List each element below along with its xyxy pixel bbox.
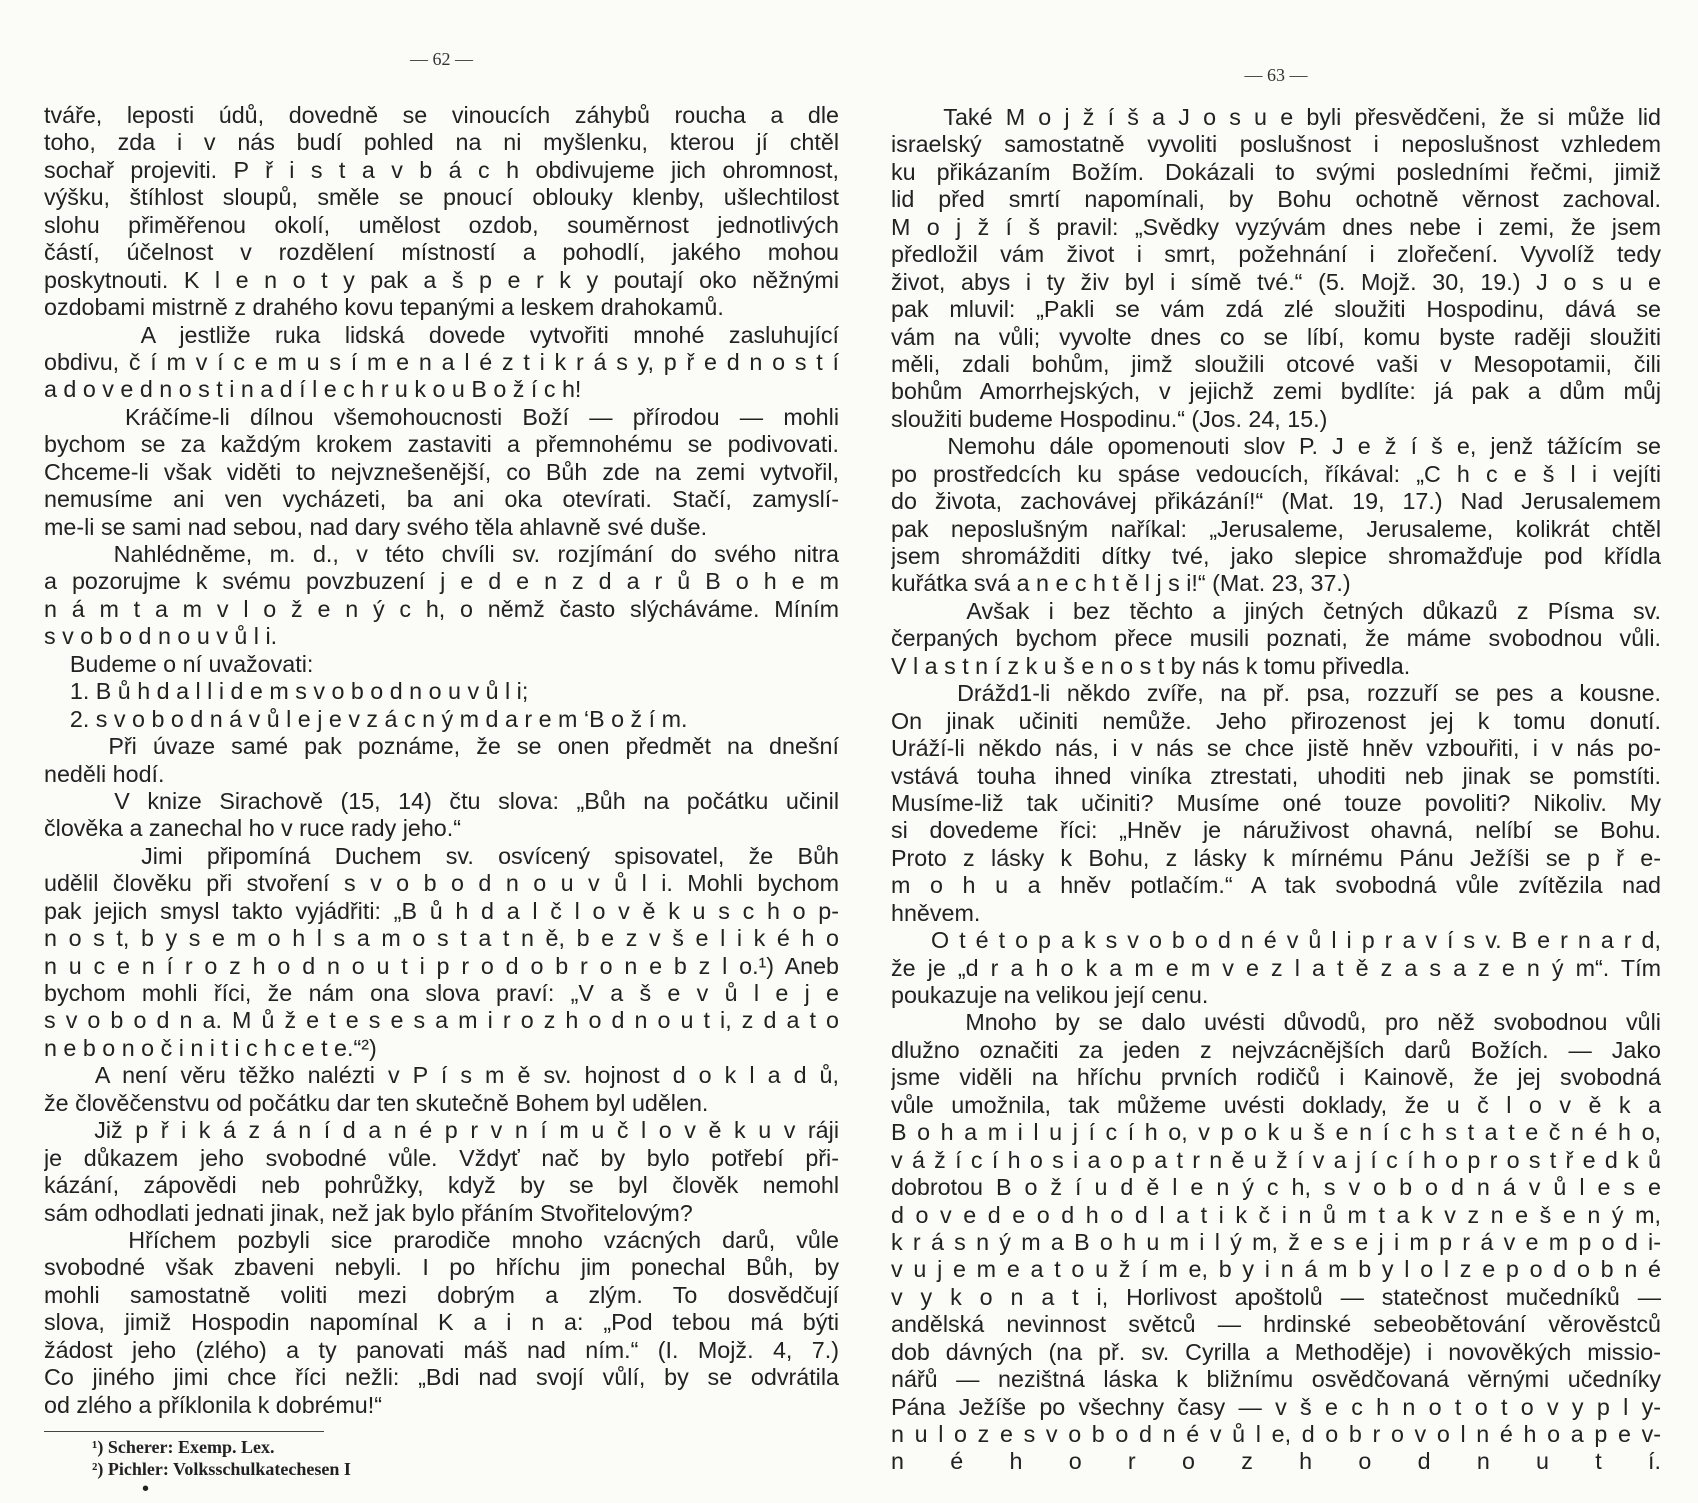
text-line: po prostředcích ku spáse vedoucích, říkával: „C h c e š l i vejíti bbox=[891, 460, 1661, 487]
text-line: B o h a m i l u j í c í h o, v p o k u š e n í c h s t a t e č n é h o, bbox=[891, 1119, 1661, 1146]
text-line: a d o v e d n o s t i n a d í l e c h r u k o u B o ž í c h! bbox=[44, 376, 582, 403]
text-line: d o v e d e o d h o d l a t i k č i n ů m t a k v z n e š e n ý m, bbox=[891, 1201, 1661, 1228]
text-line: Kráčíme-li dílnou všemohoucnosti Boží — přírodou — mohli bbox=[44, 403, 839, 430]
text-line: bychom se za každým krokem zastaviti a přemnohému se podivovati. bbox=[44, 431, 839, 458]
text-line: je důkazem jeho svobodné vůle. Vždyť nač by bylo potřebí při- bbox=[44, 1144, 839, 1171]
text-line: poukazuje na velikou její cenu. bbox=[891, 982, 1209, 1008]
text-line: Také M o j ž í š a J o s u e byli přesvědčeni, že si může lid bbox=[891, 104, 1661, 130]
text-line: sloužiti budeme Hospodinu.“ (Jos. 24, 15.) bbox=[891, 405, 1328, 432]
text-line: jsme viděli na hříchu prvních rodičů i Kainově, že jej svobodná bbox=[891, 1064, 1661, 1091]
text-line: lid před smrtí napomínali, by Bohu ochotně věrnost zachoval. bbox=[891, 186, 1661, 213]
text-line: slohu přiměřenou okolí, umělost ozdob, souměrnost jednotlivých bbox=[44, 211, 839, 238]
text-line: israelský samostatně vyvoliti poslušnost i neposlušnost vzhledem bbox=[891, 131, 1661, 158]
page-number: — 63 — bbox=[1244, 65, 1308, 85]
text-line: ozdobami mistrně z drahého kovu tepanými a leskem drahokamů. bbox=[44, 294, 724, 321]
text-line: dob dávných (na př. sv. Cyrilla a Methoděje) i novověkých missio- bbox=[891, 1338, 1661, 1365]
text-line: člověka a zanechal ho v ruce rady jeho.“ bbox=[44, 815, 461, 842]
text-line: pak mluvil: „Pakli se vám zdá zlé sloužiti Hospodinu, dává se bbox=[891, 296, 1661, 323]
text-line bbox=[891, 1476, 1661, 1503]
text-line: předložil vám život i smrt, požehnání i zlořečení. Vyvolíž tedy bbox=[891, 241, 1661, 268]
text-line: sám odhodlati jednati jinak, než jak bylo přáním Stvořitelovým? bbox=[44, 1199, 693, 1226]
text-line: hněvem. bbox=[891, 899, 981, 926]
text-line: Co jiného jimi chce říci nežli: „Bdi nad svojí vůlí, by se odvrátila bbox=[44, 1364, 839, 1391]
text-line: me-li se sami nad sebou, nad dary svého těla ahlavně své duše. bbox=[44, 513, 708, 540]
text-line: A není věru těžko nalézti v P í s m ě sv. hojnost d o k l a d ů, bbox=[44, 1062, 839, 1089]
text-line: M o j ž í š pravil: „Svědky vyzývám dnes nebe i zemi, že jsem bbox=[891, 213, 1661, 240]
text-line: Uráží-li někdo nás, i v nás se chce jistě hněv vzbouřiti, i v nás po- bbox=[891, 735, 1661, 762]
text-line: Musíme-liž tak učiniti? Musíme oné touze povoliti? Nikoliv. My bbox=[891, 789, 1661, 816]
left-page-text bbox=[44, 102, 839, 1419]
text-line: sochař projeviti. P ř i s t a v b á c h obdivujeme jich ohromnost, bbox=[44, 156, 839, 183]
bullet-mark: • bbox=[142, 1478, 150, 1500]
text-line: tváře, leposti údů, dovedně se vinoucích záhybů roucha a dle bbox=[44, 102, 839, 128]
text-line: Již p ř i k á z á n í d a n é p r v n í m u č l o v ě k u v ráji bbox=[44, 1117, 839, 1144]
text-line: On jinak učiniti nemůže. Jeho přirozenost jej k tomu donutí. bbox=[891, 707, 1661, 734]
text-line: v u j e m e a t o u ž í m e, b y i n á m b y l o l z e p o d o b n é bbox=[891, 1256, 1661, 1283]
footnote: ²) Pichler: Volksschulkatechesen I bbox=[92, 1459, 351, 1479]
text-line: dobrotou B o ž í u d ě l e n ý c h, s v o b o d n á v ů l e s e bbox=[891, 1174, 1661, 1201]
text-line: n á m t a m v l o ž e n ý c h, o němž často slýcháváme. Míním bbox=[44, 595, 839, 622]
text-line: udělil člověku při stvoření s v o b o d n o u v ů l i. Mohli bychom bbox=[44, 870, 839, 897]
text-line: ku přikázaním Božím. Dokázali to svými posledními řečmi, jimiž bbox=[891, 158, 1661, 185]
text-line: od zlého a příklonila k dobrému!“ bbox=[44, 1391, 382, 1418]
text-line: Mnoho by se dalo uvésti důvodů, pro něž svobodnou vůli bbox=[891, 1009, 1661, 1036]
right-page-text bbox=[891, 104, 1661, 1503]
footnote: ¹) Scherer: Exemp. Lex. bbox=[92, 1437, 275, 1457]
right-page bbox=[891, 0, 1661, 1503]
text-line: neděli hodí. bbox=[44, 760, 165, 787]
text-line: nářů — nezištná láska k bližnímu osvědčovaná věrnými učedníky bbox=[891, 1366, 1661, 1393]
text-line: Budeme o ní uvažovati: bbox=[44, 650, 314, 677]
text-line: s v o b o d n a. M ů ž e t e s e s a m i r o z h o d n o u t i, z d a t o bbox=[44, 1007, 839, 1034]
text-line: Chceme-li však viděti to nejvznešenější, co Bůh zde na zemi vytvořil, bbox=[44, 458, 839, 485]
text-line: V knize Sirachově (15, 14) čtu slova: „Bůh na počátku učinil bbox=[44, 787, 839, 814]
page-number: — 62 — bbox=[410, 49, 473, 69]
text-line: žádost jeho (zlého) a ty panovati máš nad ním.“ (I. Mojž. 4, 7.) bbox=[44, 1336, 839, 1363]
text-line: život, abys i ty živ byl i símě tvé.“ (5. Mojž. 30, 19.) J o s u e bbox=[891, 268, 1661, 295]
text-line: s v o b o d n o u v ů l i. bbox=[44, 623, 278, 650]
text-line: do života, zachovávej přikázání!“ (Mat. 19, 17.) Nad Jerusalemem bbox=[891, 488, 1661, 515]
text-line: Drážd1-li někdo zvíře, na př. psa, rozzuří se pes a kousne. bbox=[891, 680, 1661, 707]
text-line: poskytnouti. K l e n o t y pak a š p e r k y poutají oko něžnými bbox=[44, 266, 839, 293]
text-line: andělská nevinnost světců — hrdinské sebeobětování věrověstců bbox=[891, 1311, 1661, 1338]
text-line: Hříchem pozbyli sice prarodiče mnoho vzácných darů, vůle bbox=[44, 1226, 839, 1253]
text-line: m o h u a hněv potlačím.“ A tak svobodná vůle zvítězila nad bbox=[891, 872, 1661, 899]
text-line: jsem shromážditi dítky tvé, jako slepice shromažďuje pod křídla bbox=[891, 543, 1661, 569]
text-line: 2. s v o b o d n á v ů l e j e v z á c n ý m d a r e m ‘B o ž í m. bbox=[44, 705, 688, 732]
text-line: že je „d r a h o k a m e m v e z l a t ě z a s a z e n ý m“. Tím bbox=[891, 954, 1661, 981]
text-line: v á ž í c í h o s i a o p a t r n ě u ž í v a j í c í h o p r o s t ř e d k ů bbox=[891, 1146, 1661, 1173]
text-line: mohli samostatně voliti mezi dobrým a zlým. To dosvědčují bbox=[44, 1281, 839, 1308]
text-line: si dovedeme říci: „Hněv je náruživost ohavná, nelíbí se Bohu. bbox=[891, 817, 1661, 844]
text-line: pak neposlušným naříkal: „Jerusaleme, Jerusaleme, kolikrát chtěl bbox=[891, 515, 1661, 542]
text-line: Proto z lásky k Bohu, z lásky k mírnému Pánu Ježíši se p ř e- bbox=[891, 844, 1661, 871]
left-page bbox=[44, 0, 839, 1498]
text-line: O t é t o p a k s v o b o d n é v ů l i p r a v í s v. B e r n a r d, bbox=[891, 927, 1661, 954]
text-line: svobodné však zbaveni nebyli. I po hříchu jim ponechal Bůh, by bbox=[44, 1254, 839, 1281]
text-line: vůle umožnila, tak můžeme uvésti doklady, že u č l o v ě k a bbox=[891, 1091, 1661, 1118]
text-line: bychom mohli říci, že nám ona slova praví: „V a š e v ů l e j e bbox=[44, 980, 839, 1006]
text-line: V l a s t n í z k u š e n o s t by nás k tomu přivedla. bbox=[891, 652, 1411, 679]
text-line: Jimi připomíná Duchem sv. osvícený spisovatel, že Bůh bbox=[44, 842, 839, 869]
text-line: Pána Ježíše po všechny časy — v š e c h n o t o t o v y p l y- bbox=[891, 1393, 1661, 1420]
text-line: n o s t, b y s e m o h l s a m o s t a t n ě, b e z v š e l i k é h o bbox=[44, 925, 839, 952]
text-line: Avšak i bez těchto a jiných četných důkazů z Písma sv. bbox=[891, 597, 1661, 624]
text-line: dlužno označiti za jeden z nejvzácnějších darů Božích. — Jako bbox=[891, 1036, 1661, 1063]
text-line: k r á s n ý m a B o h u m i l ý m, ž e s e j i m p r á v e m p o d i- bbox=[891, 1228, 1661, 1255]
text-line: měli, zdali bohům, jimž sloužili otcové vaši v Mesopotamii, čili bbox=[891, 350, 1661, 377]
text-line: n é h o r o z h o d n u t í. bbox=[891, 1448, 1661, 1475]
text-line: n u c e n í r o z h o d n o u t i p r o d o b r o n e b z l o.¹) Aneb bbox=[44, 952, 839, 979]
text-line: A jestliže ruka lidská dovede vytvořiti mnohé zasluhující bbox=[44, 321, 839, 348]
text-line: vám na vůli; vyvolte dnes co se líbí, komu byste raději sloužiti bbox=[891, 323, 1661, 350]
text-line: že člověčenstvu od počátku dar ten skutečně Bohem byl udělen. bbox=[44, 1089, 709, 1116]
text-line: výšku, štíhlost sloupů, směle se pnoucí oblouky klenby, ušlechtilost bbox=[44, 184, 839, 211]
text-line: pak jejich smysl takto vyjádřiti: „B ů h d a l č l o v ě k u s c h o p- bbox=[44, 897, 839, 924]
text-line: částí, účelnost v rozdělení místností a pohodlí, jakého mohou bbox=[44, 239, 839, 266]
text-line: 1. B ů h d a l l i d e m s v o b o d n o u v ů l i; bbox=[44, 678, 529, 705]
footnote-divider bbox=[44, 1431, 324, 1432]
text-line: toho, zda i v nás budí pohled na ni myšlenku, kterou jí chtěl bbox=[44, 129, 839, 156]
text-line: n u l o z e s v o b o d n é v ů l e, d o b r o v o l n é h o a p e v- bbox=[891, 1421, 1661, 1447]
text-line: slova, jimiž Hospodin napomínal K a i n a: „Pod tebou má býti bbox=[44, 1309, 839, 1336]
text-line: čerpaných bychom přece musili poznati, že máme svobodnou vůli. bbox=[891, 625, 1661, 652]
text-line: v y k o n a t i, Horlivost apoštolů — statečnost mučedníků — bbox=[891, 1283, 1661, 1310]
text-line: kázání, zápovědi neb pohrůžky, když by se byl člověk nemohl bbox=[44, 1172, 839, 1199]
text-line: vstává touha ihned viníka ztrestati, uhoditi neb jinak se pomstíti. bbox=[891, 762, 1661, 789]
text-line: obdivu, č í m v í c e m u s í m e n a l é z t i k r á s y, p ř e d n o s t í bbox=[44, 348, 839, 375]
text-line: nemusíme ani ven vycházeti, ba ani oka otevírati. Stačí, zamyslí- bbox=[44, 486, 839, 513]
text-line: Nahlédněme, m. d., v této chvíli sv. rozjímání do svého nitra bbox=[44, 541, 839, 567]
text-line: n e b o n o č i n i t i c h c e t e.“²) bbox=[44, 1034, 377, 1061]
text-line: Nemohu dále opomenouti slov P. J e ž í š e, jenž tážícím se bbox=[891, 433, 1661, 460]
text-line: a pozorujme k svému povzbuzení j e d e n z d a r ů B o h e m bbox=[44, 568, 839, 595]
text-line: Při úvaze samé pak poznáme, že se onen předmět na dnešní bbox=[44, 733, 839, 760]
text-line: kuřátka svá a n e c h t ě l j s i!“ (Mat. 23, 37.) bbox=[891, 570, 1351, 597]
text-line: bohům Amorrhejských, v jejichž zemi bydlíte: já pak a dům můj bbox=[891, 378, 1661, 405]
